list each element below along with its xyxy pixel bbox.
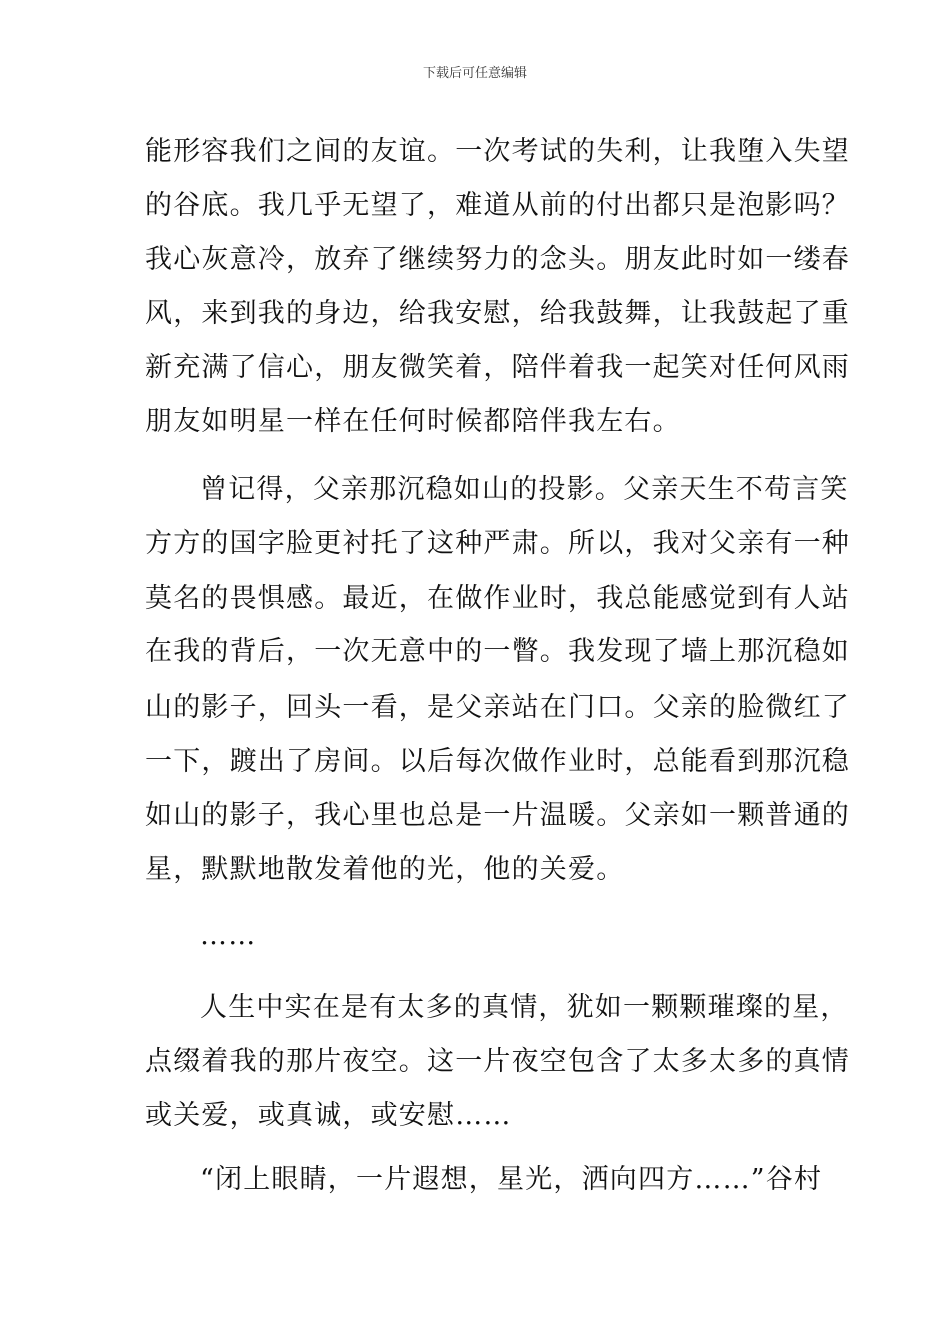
text-line: 方方的国字脸更衬托了这种严肃。所以，我对父亲有一种 <box>145 528 850 559</box>
text-line: 人生中实在是有太多的真情，犹如一颗颗璀璨的星， <box>200 992 849 1023</box>
text-line: 曾记得，父亲那沉稳如山的投影。父亲天生不苟言笑 <box>200 474 849 505</box>
text-line: 我心灰意冷，放弃了继续努力的念头。朋友此时如一缕春 <box>145 244 850 275</box>
text-line: 朋友如明星一样在任何时候都陪伴我左右。 <box>145 406 681 437</box>
text-line: 在我的背后，一次无意中的一瞥。我发现了墙上那沉稳如 <box>145 636 850 667</box>
text-line: 莫名的畏惧感。最近，在做作业时，我总能感觉到有人站 <box>145 583 850 614</box>
page-header: 下载后可任意编辑 <box>422 66 527 81</box>
text-line: 风，来到我的身边，给我安慰，给我鼓舞，让我鼓起了重 <box>145 298 850 329</box>
text-line: 或关爱，或真诚，或安慰…… <box>145 1100 512 1131</box>
text-line: 点缀着我的那片夜空。这一片夜空包含了太多太多的真情 <box>145 1046 850 1077</box>
text-line: 山的影子，回头一看，是父亲站在门口。父亲的脸微红了 <box>145 692 850 723</box>
text-line: 的谷底。我几乎无望了，难道从前的付出都只是泡影吗？ <box>145 190 850 221</box>
text-line: 如山的影子，我心里也总是一片温暖。父亲如一颗普通的 <box>145 800 850 831</box>
text-line: …… <box>200 920 257 951</box>
text-line: “闭上眼睛，一片遐想，星光，洒向四方……”谷村 <box>200 1164 823 1195</box>
text-line: 能形容我们之间的友谊。一次考试的失利，让我堕入失望 <box>145 136 850 167</box>
text-line: 一下，踱出了房间。以后每次做作业时，总能看到那沉稳 <box>145 746 850 777</box>
text-line: 新充满了信心，朋友微笑着，陪伴着我一起笑对任何风雨 <box>145 352 850 383</box>
text-line: 星，默默地散发着他的光，他的关爱。 <box>145 854 625 885</box>
